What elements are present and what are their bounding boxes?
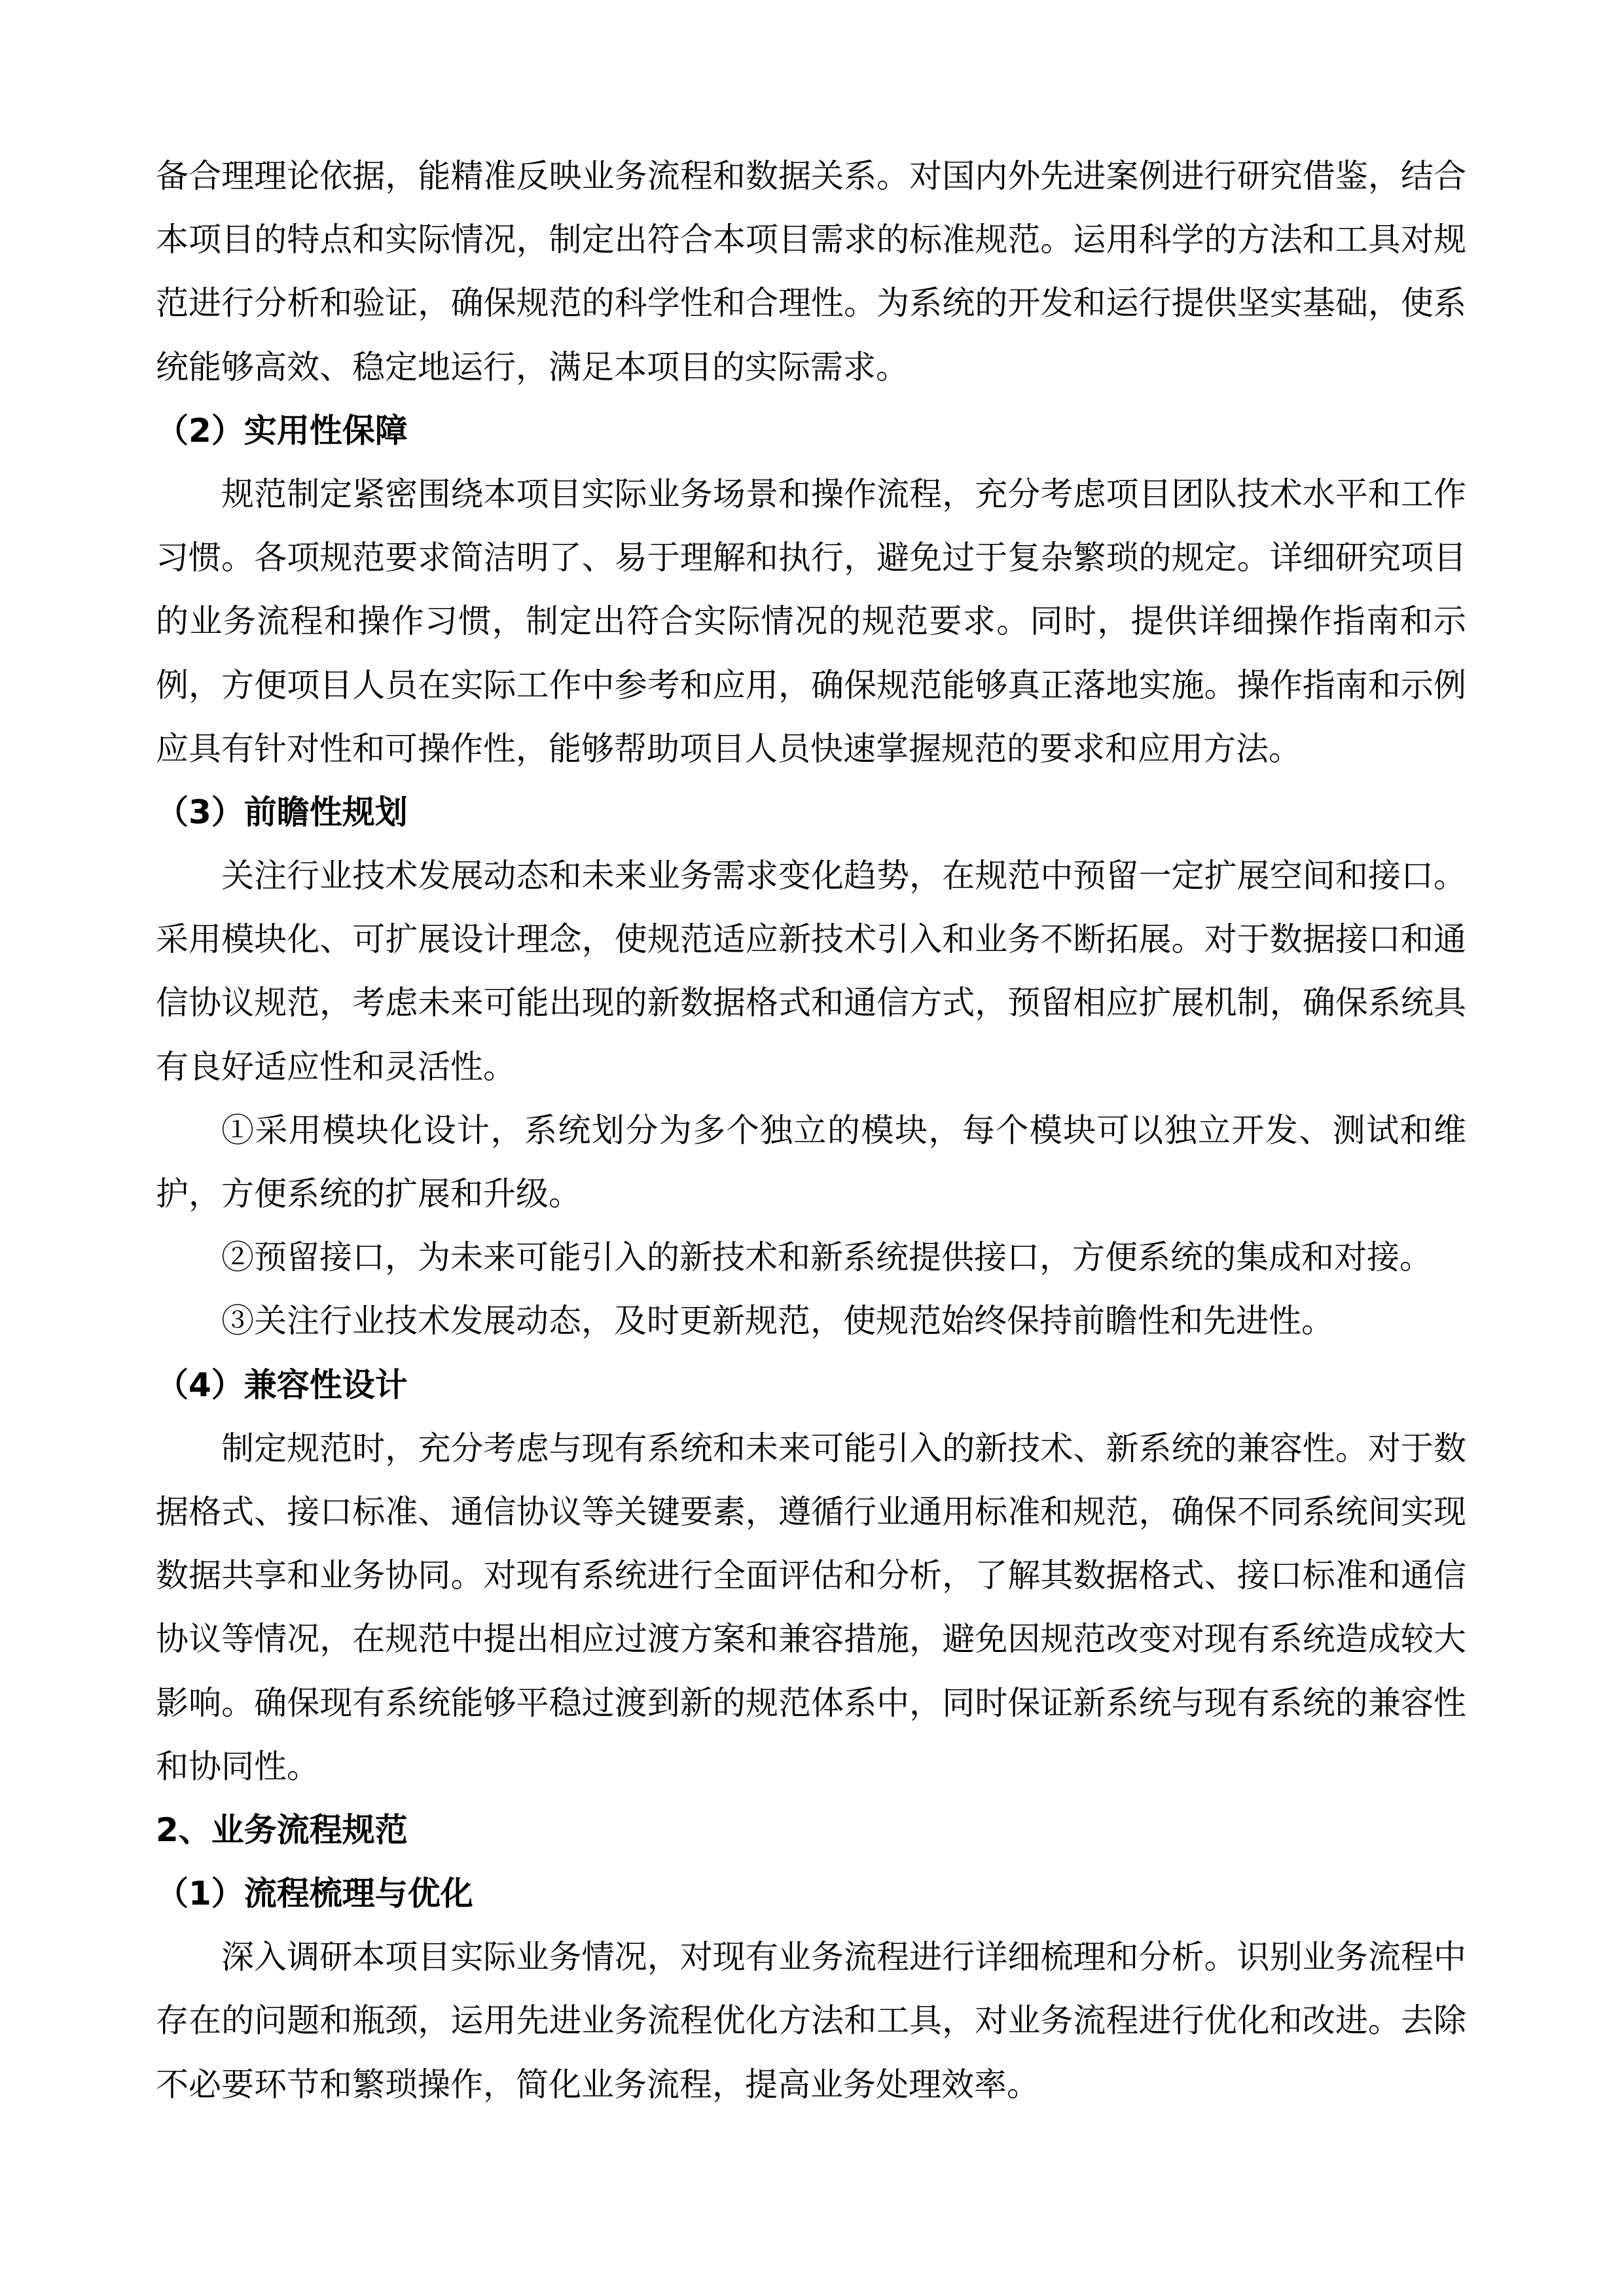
section-heading-business-process: 2、业务流程规范: [156, 1810, 408, 1849]
heading-process-optimization: （1）流程梳理与优化: [156, 1874, 473, 1913]
text-line: 协议等情况，在规范中提出相应过渡方案和兼容措施，避免因规范改变对现有系统造成较大: [156, 1620, 1466, 1659]
heading-practicality: （2）实用性保障: [156, 411, 408, 450]
text-line: 统能够高效、稳定地运行，满足本项目的实际需求。: [156, 348, 909, 386]
paragraph-compatibility: [156, 1417, 1466, 1799]
paragraph-process-optimization: [156, 1926, 1466, 2117]
text-line: ③关注行业技术发展动态，及时更新规范，使规范始终保持前瞻性和先进性。: [221, 1302, 1334, 1340]
text-line: 信协议规范，考虑未来可能出现的新数据格式和通信方式，预留相应扩展机制，确保系统具: [156, 984, 1466, 1022]
text-line: 规范制定紧密围绕本项目实际业务场景和操作流程，充分考虑项目团队技术水平和工作: [221, 475, 1466, 513]
text-line: 采用模块化、可扩展设计理念，使规范适应新技术引入和业务不断拓展。对于数据接口和通: [156, 920, 1466, 959]
text-line: 例，方便项目人员在实际工作中参考和应用，确保规范能够真正落地实施。操作指南和示例: [156, 666, 1466, 704]
paragraph-forward-planning: [156, 844, 1466, 1099]
text-line: 数据共享和业务协同。对现有系统进行全面评估和分析，了解其数据格式、接口标准和通信: [156, 1556, 1466, 1595]
text-line: 影响。确保现有系统能够平稳过渡到新的规范体系中，同时保证新系统与现有系统的兼容性: [156, 1683, 1466, 1722]
paragraph-practicality: [156, 463, 1466, 781]
text-line: 的业务流程和操作习惯，制定出符合实际情况的规范要求。同时，提供详细操作指南和示: [156, 602, 1466, 641]
text-line: ①采用模块化设计，系统划分为多个独立的模块，每个模块可以独立开发、测试和维: [221, 1111, 1466, 1149]
list-item-reserved-interfaces: [156, 1226, 1466, 1289]
text-line: 习惯。各项规范要求简洁明了、易于理解和执行，避免过于复杂繁琐的规定。详细研究项目: [156, 539, 1466, 577]
text-line: 备合理理论依据，能精准反映业务流程和数据关系。对国内外先进案例进行研究借鉴，结合: [156, 157, 1466, 195]
text-line: 据格式、接口标准、通信协议等关键要素，遵循行业通用标准和规范，确保不同系统间实现: [156, 1492, 1466, 1531]
text-line: 存在的问题和瓶颈，运用先进业务流程优化方法和工具，对业务流程进行优化和改进。去除: [156, 2001, 1466, 2040]
text-line: 范进行分析和验证，确保规范的科学性和合理性。为系统的开发和运行提供坚实基础，使系: [156, 284, 1466, 323]
text-line: 不必要环节和繁琐操作，简化业务流程，提高业务处理效率。: [156, 2065, 1039, 2104]
document-body: [156, 145, 1466, 2117]
text-line: 制定规范时，充分考虑与现有系统和未来可能引入的新技术、新系统的兼容性。对于数: [221, 1429, 1466, 1467]
heading-compatibility: （4）兼容性设计: [156, 1365, 408, 1404]
heading-forward-planning: （3）前瞻性规划: [156, 793, 408, 831]
text-line: ②预留接口，为未来可能引入的新技术和新系统提供接口，方便系统的集成和对接。: [221, 1238, 1432, 1277]
list-item-modular-design: [156, 1099, 1466, 1226]
list-item-tech-trends: [156, 1289, 1466, 1353]
paragraph-design-basis: [156, 145, 1466, 399]
text-line: 护，方便系统的扩展和升级。: [156, 1175, 581, 1213]
text-line: 关注行业技术发展动态和未来业务需求变化趋势，在规范中预留一定扩展空间和接口。: [221, 857, 1466, 895]
text-line: 有良好适应性和灵活性。: [156, 1047, 516, 1086]
text-line: 深入调研本项目实际业务情况，对现有业务流程进行详细梳理和分析。识别业务流程中: [221, 1938, 1466, 1977]
text-line: 本项目的特点和实际情况，制定出符合本项目需求的标准规范。运用科学的方法和工具对规: [156, 221, 1466, 259]
text-line: 应具有针对性和可操作性，能够帮助项目人员快速掌握规范的要求和应用方法。: [156, 729, 1301, 768]
text-line: 和协同性。: [156, 1747, 319, 1785]
